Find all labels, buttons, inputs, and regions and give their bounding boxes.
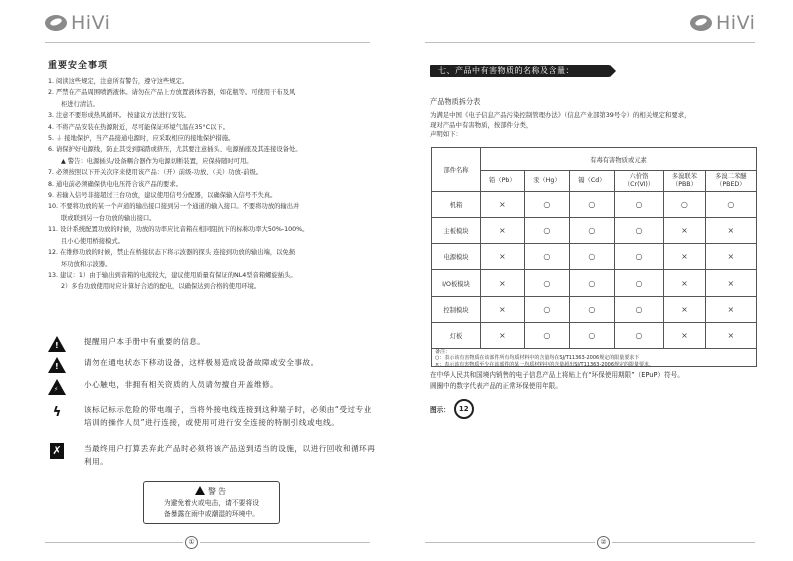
substance-column-header xyxy=(664,171,705,192)
substance-value-cell: × xyxy=(481,244,525,270)
substance-value-cell: ○ xyxy=(705,192,756,218)
warning-box-title: 警告 xyxy=(208,487,228,496)
safety-rule-line: 11. 设计系统配置功放的时候，功放的功率应比音箱在相同阻抗下的标称功率大50%-100%。 xyxy=(48,226,309,234)
icon-glyph: ! xyxy=(55,362,59,371)
substance-value-cell: × xyxy=(705,270,756,296)
table-row xyxy=(432,270,757,296)
icon-glyph: ⚡ xyxy=(54,386,59,393)
substance-value-cell: × xyxy=(705,296,756,322)
intro-text xyxy=(430,111,760,140)
substance-value-cell: × xyxy=(664,244,705,270)
notice-item xyxy=(48,356,378,374)
substance-value-cell: ○ xyxy=(614,322,663,348)
header-divider-right xyxy=(425,42,755,43)
footer-line-left-a xyxy=(45,542,183,543)
substance-value-cell: ○ xyxy=(614,296,663,322)
part-name-cell: 机箱 xyxy=(432,192,481,218)
note-line: ○：表示该有害物质在该部件所有均质材料中的含量均在SJ/T11363-2006规定的限量要求下 xyxy=(435,355,640,362)
substance-value-cell: ○ xyxy=(570,270,615,296)
brand-mark-icon xyxy=(45,15,67,31)
safety-rule-line: 6. 请保护好电源线，防止其受到踩踏或挤压，尤其要注意插头、电源插座及其连接设备处。 xyxy=(48,146,302,154)
brand-mark-icon xyxy=(690,15,712,31)
substance-value-cell: × xyxy=(664,296,705,322)
column-header-line: （Cr(Ⅵ)） xyxy=(623,181,655,188)
substance-value-cell: ○ xyxy=(614,192,663,218)
safety-rule-line: 4. 不将产品安装在热源附近，尽可能保证环境气温在35°C以下。 xyxy=(48,123,229,131)
substance-value-cell: ○ xyxy=(570,218,615,244)
substance-value-cell: ○ xyxy=(664,192,705,218)
substance-value-cell: ○ xyxy=(524,218,569,244)
lightning-bolt-icon xyxy=(48,403,66,421)
safety-rule-line: 7. 必须按照以下开关次序来使用该产品：（开）前级-功放、（关）功放-前级。 xyxy=(48,169,263,177)
epup-symbol-icon: 12 xyxy=(454,399,474,419)
notice-text: 当最终用户打算丢弃此产品时必须将该产品送到适当的设施，以进行回收和循环再利用。 xyxy=(84,444,376,466)
substance-value-cell: ○ xyxy=(524,296,569,322)
substance-value-cell: × xyxy=(481,270,525,296)
page-number-right: ② xyxy=(597,536,610,549)
substance-column-header xyxy=(705,171,756,192)
brand-name: HiVi xyxy=(71,12,111,34)
warning-triangle-icon xyxy=(48,356,66,374)
crossed-bin-icon xyxy=(48,442,66,460)
notice-text: 提醒用户本手册中有重要的信息。 xyxy=(84,337,206,346)
substance-value-cell: × xyxy=(664,270,705,296)
warning-box-title-row xyxy=(144,486,279,497)
section-banner: 七、产品中有害物质的名称及含量： xyxy=(430,65,610,77)
footer-line-right-a xyxy=(425,542,595,543)
safety-rule-line: 10. 不要将功放的某一个声道的输出接口接到另一个通道的输入接口。不要将功放的输出并 xyxy=(48,203,300,211)
substance-value-cell: × xyxy=(481,322,525,348)
substance-value-cell: ○ xyxy=(614,244,663,270)
warning-box-body-line2: 备暴露在雨中或潮湿的环境中。 xyxy=(163,510,260,518)
part-name-cell: 灯板 xyxy=(432,322,481,348)
notice-text: 该标记标示危险的带电端子，当将外接电线连接到这种端子时，必须由“受过专业培训的操作人员”进行连接，或使用可进行安全连接的特制引线或电线。 xyxy=(84,405,372,427)
footer-line-left-b xyxy=(200,542,370,543)
safety-rule-line: 5. ⏚ 接地保护，当产品接通电源时，应采取相应的接地保护措施。 xyxy=(48,135,235,143)
safety-rule-line: 1. 阅读这些规定，注意所有警告，遵守这些规定。 xyxy=(48,78,189,85)
page-number-left: ① xyxy=(185,536,198,549)
example-label: 图示： xyxy=(430,406,450,414)
notice-item xyxy=(48,442,378,468)
brand-logo-right xyxy=(690,12,755,34)
safety-rule-line: ▲ 警告：电源插头/设备耦合器作为电源切断装置，应保持随时可用。 xyxy=(61,157,253,165)
note-line: ×：表示该有害物质至少在该部件的某一均质材料中的含量超出SJ/T11363-2006规定的限量要求。 xyxy=(435,361,655,368)
column-header-line: 多溴二苯醚 xyxy=(715,173,747,180)
safety-rule-line: 坏功放和示波器。 xyxy=(61,260,112,268)
intro-line: 为满足中国《电子信息产品污染控制管理办法》（信息产业部第39号令）的相关规定和要求， xyxy=(430,111,691,119)
safety-rule-line: 13. 建议：1）由于输出到音箱的电流较大，建议使用质量有保证的NL4型音箱螺旋插头。 xyxy=(48,271,297,279)
part-name-cell: 主板模块 xyxy=(432,218,481,244)
substance-column-header xyxy=(614,171,663,192)
icon-glyph: ! xyxy=(55,341,59,350)
column-header-line: 镉（Cd） xyxy=(578,177,606,184)
table-row xyxy=(432,218,757,244)
notice-item xyxy=(48,403,378,429)
notice-text: 小心触电，非拥有相关资质的人员请勿擅自开盖维修。 xyxy=(84,380,279,389)
brand-logo-left xyxy=(45,12,110,34)
substance-column-header xyxy=(524,171,569,192)
substance-value-cell: × xyxy=(664,322,705,348)
group-header: 有毒有害物质或元素 xyxy=(481,148,757,171)
table-row xyxy=(432,244,757,270)
safety-rule-line: 柜进行清洁。 xyxy=(61,100,99,108)
warning-triangle-icon xyxy=(48,335,66,353)
header-divider-left xyxy=(45,42,370,43)
substance-value-cell: ○ xyxy=(614,218,663,244)
safety-rule-line: 9. 若输入信号非接超过三台功放，建议使用信号分配器，以确保输入信号不失真。 xyxy=(48,192,277,200)
part-name-cell: 控制模块 xyxy=(432,296,481,322)
substance-value-cell: ○ xyxy=(570,322,615,348)
substance-value-cell: × xyxy=(481,192,525,218)
table-row xyxy=(432,296,757,322)
substance-value-cell: × xyxy=(705,218,756,244)
safety-title: 重要安全事项 xyxy=(48,61,109,71)
substance-value-cell: × xyxy=(705,322,756,348)
safety-rule-line: 2. 严禁在产品周围喷洒液体。请勿在产品上方放置液体容器，如花瓶等。可使用干布及风 xyxy=(48,89,296,97)
safety-rule-line: 8. 通电前必须确保供电电压符合该产品的要求。 xyxy=(48,180,182,188)
table-row xyxy=(432,322,757,348)
epup-line: 圆圈中的数字代表产品的正常环保使用年限。 xyxy=(430,381,562,390)
substance-value-cell: ○ xyxy=(614,270,663,296)
substance-value-cell: ○ xyxy=(524,322,569,348)
substance-value-cell: × xyxy=(664,218,705,244)
epup-line: 在中华人民共和国境内销售的电子信息产品上将贴上有“环保使用期限”（EPuP）符号。 xyxy=(430,371,684,379)
column-header-line: 铅（Pb） xyxy=(489,177,516,184)
substance-value-cell: ○ xyxy=(570,244,615,270)
warning-box-body-line1: 为避免着火或电击，请不要将设 xyxy=(163,499,260,507)
substance-column-header xyxy=(570,171,615,192)
table-note xyxy=(431,347,757,367)
notice-text: 请勿在通电状态下移动设备，这样极易造成设备故障或安全事故。 xyxy=(84,358,319,367)
table-subtitle: 产品物质拆分表 xyxy=(430,97,481,106)
safety-rule-line: 联或联到另一台功放的输出接口。 xyxy=(61,214,156,222)
notice-item xyxy=(48,335,378,353)
notice-item xyxy=(48,378,378,396)
column-header-line: （PBED） xyxy=(716,181,746,188)
substance-value-cell: × xyxy=(481,218,525,244)
brand-name: HiVi xyxy=(716,12,756,34)
part-header: 部件名称 xyxy=(432,148,481,192)
substance-column-header xyxy=(481,171,525,192)
part-name-cell: 电源模块 xyxy=(432,244,481,270)
hazardous-substance-table xyxy=(431,147,757,349)
substance-value-cell: ○ xyxy=(524,270,569,296)
column-header-line: 汞（Hg） xyxy=(533,177,561,184)
warning-triangle-icon xyxy=(195,486,205,495)
intro-line: 现对产品中有害物质，按部件分类， xyxy=(430,120,533,129)
column-header-line: 六价铬 xyxy=(629,173,649,180)
part-name-cell: I/O板模块 xyxy=(432,270,481,296)
substance-value-cell: ○ xyxy=(524,244,569,270)
safety-rules-list xyxy=(48,76,366,293)
table-row xyxy=(432,192,757,218)
column-header-line: 多溴联苯 xyxy=(671,173,697,180)
column-header-line: （PBB） xyxy=(671,181,697,188)
safety-rule-line: 12. 在维修功放的时候，禁止在桥接状态下将示波器的探头 连接到功放的输出端，以免损 xyxy=(48,249,296,257)
substance-value-cell: × xyxy=(481,296,525,322)
electric-shock-icon xyxy=(48,378,66,396)
safety-rule-line: 3. 注意不要形成热风循环。 按建议方法进行安装。 xyxy=(48,112,191,120)
substance-value-cell: ○ xyxy=(570,192,615,218)
note-title: 备注： xyxy=(435,349,451,355)
icon-glyph: ✗ xyxy=(50,443,64,459)
substance-value-cell: × xyxy=(705,244,756,270)
warning-box xyxy=(143,481,280,524)
icon-glyph: ϟ xyxy=(52,404,62,420)
safety-rule-line: 且小心使用桥接模式。 xyxy=(61,237,124,245)
intro-line: 声明如下： xyxy=(430,130,462,139)
footer-line-right-b xyxy=(612,542,755,543)
substance-value-cell: ○ xyxy=(524,192,569,218)
substance-value-cell: ○ xyxy=(570,296,615,322)
epup-example xyxy=(430,399,474,419)
epup-description xyxy=(430,370,770,391)
safety-rule-line: 2）多台功放使用时应计算好合适的配电，以确保达到合格的使用环境。 xyxy=(61,283,261,291)
